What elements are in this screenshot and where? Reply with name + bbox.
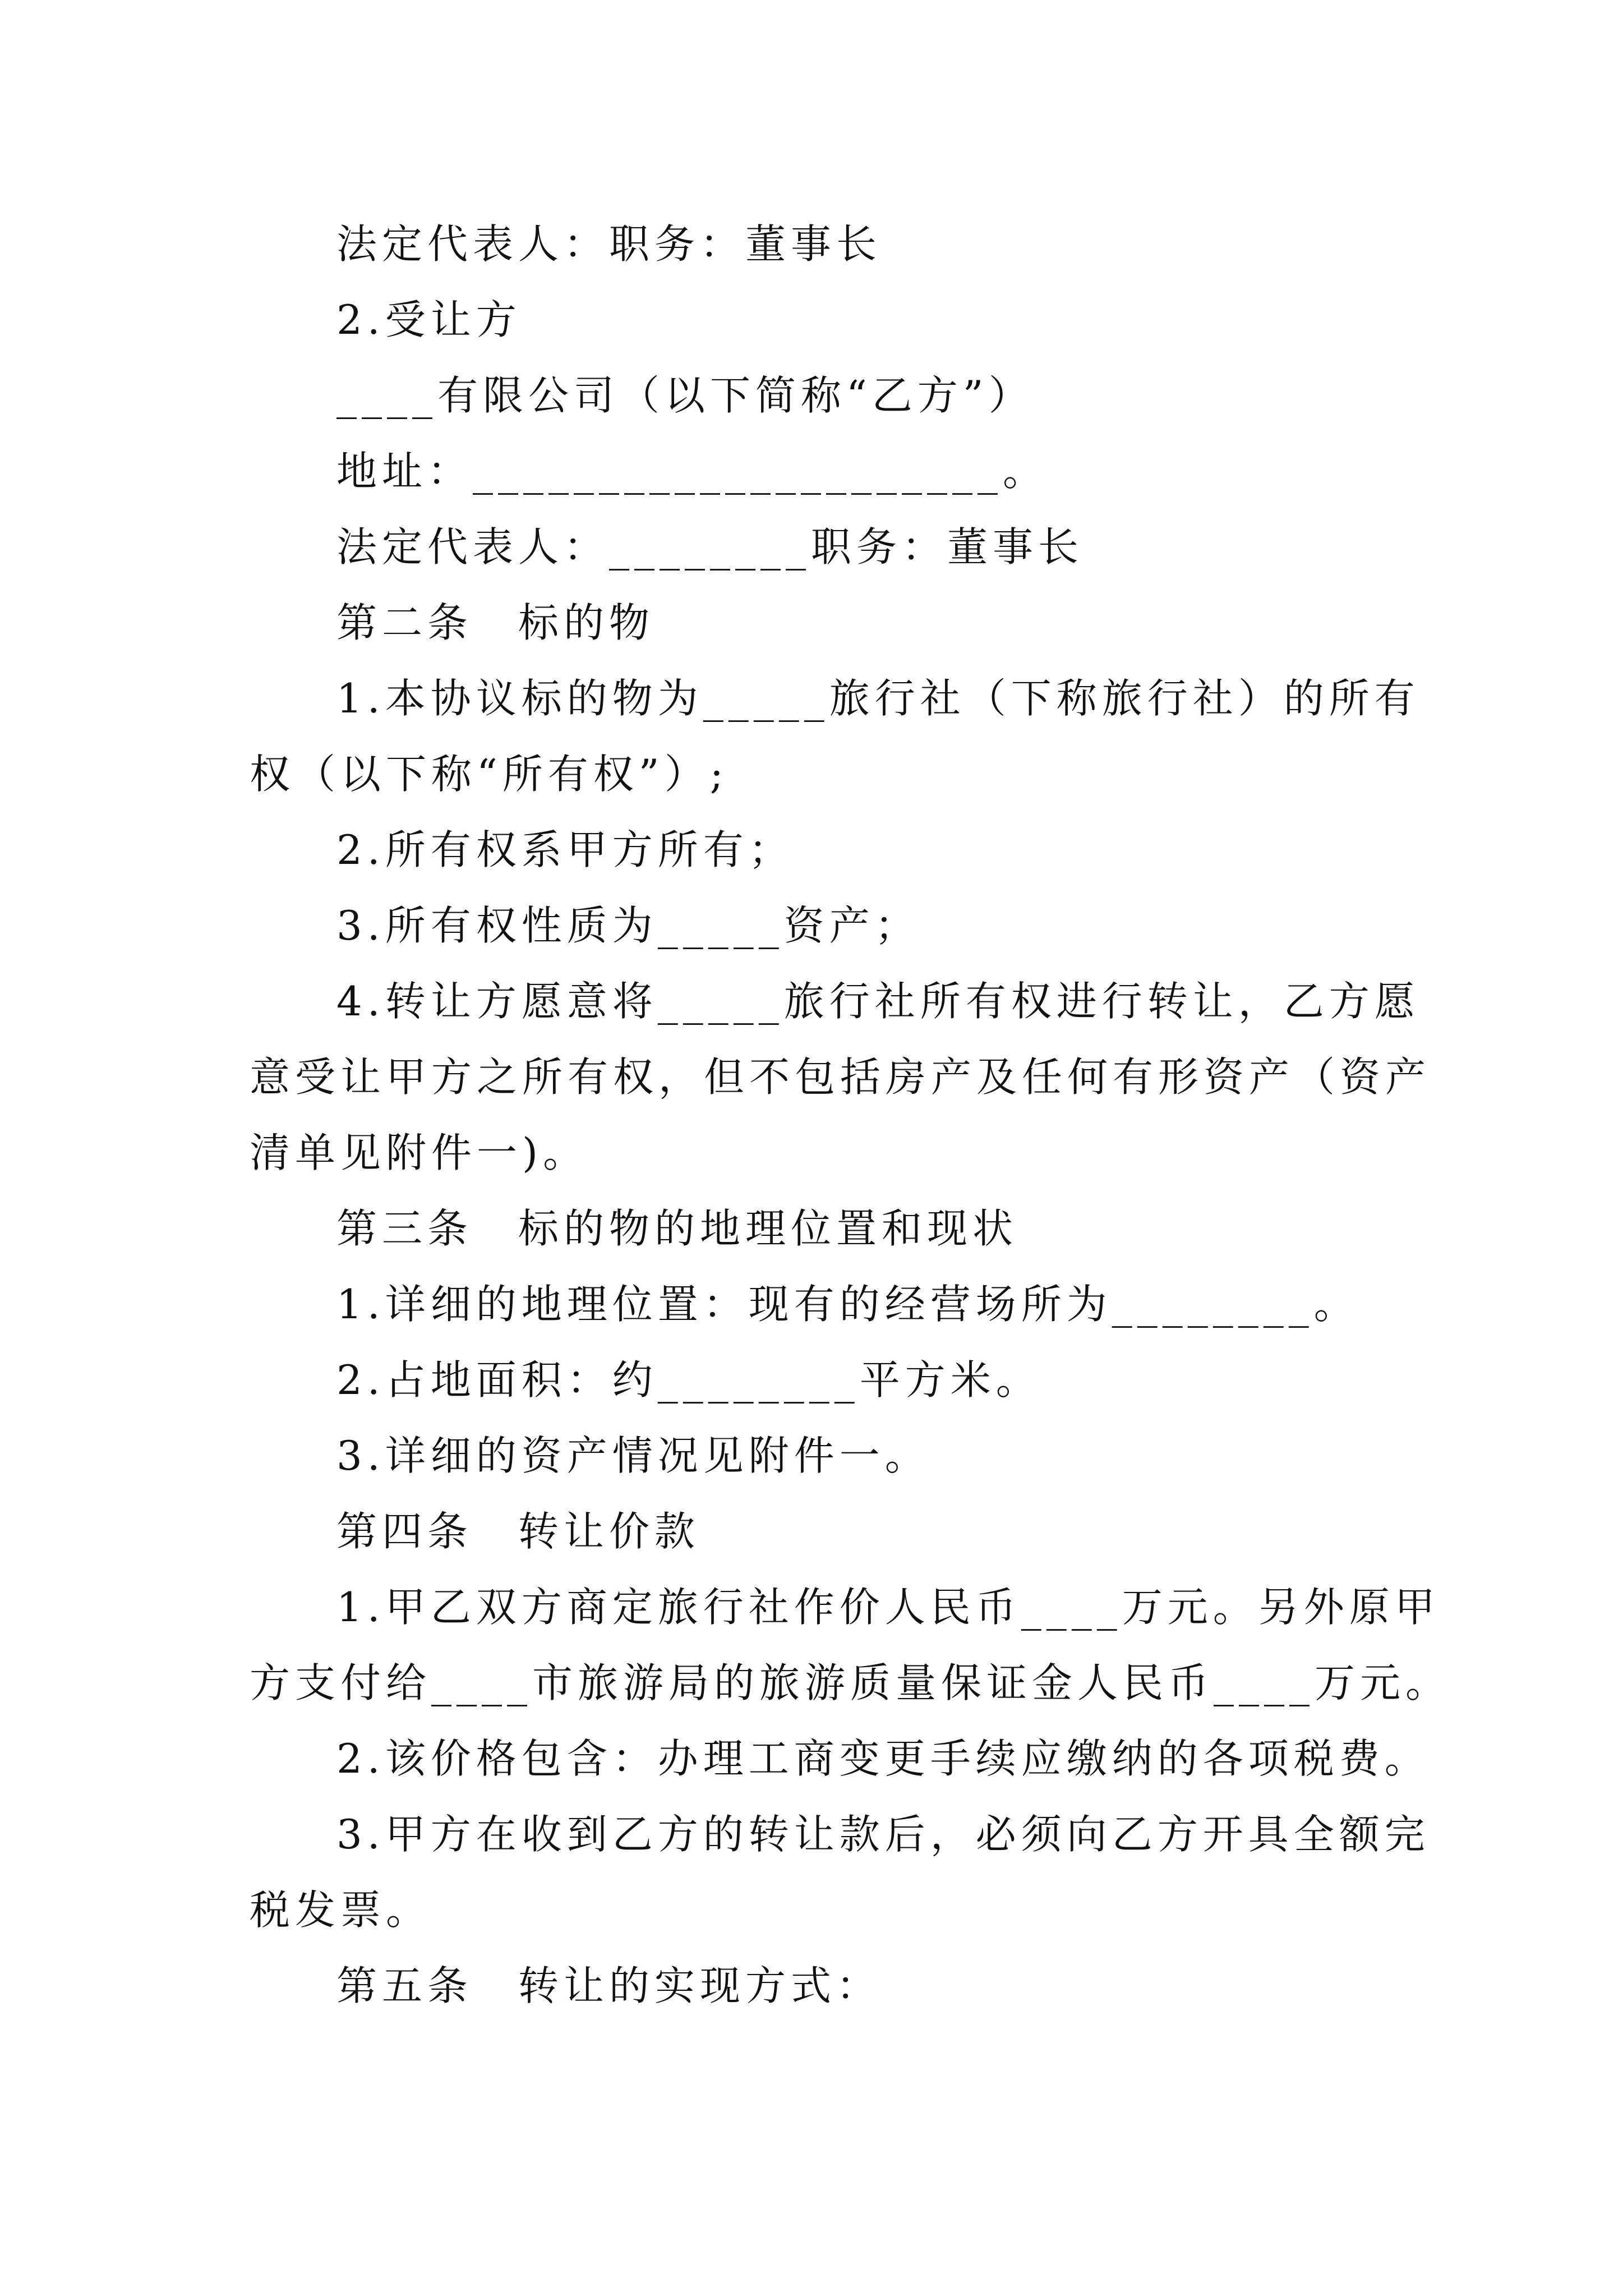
paragraph-line: 清单见附件一)。 bbox=[250, 1129, 589, 1176]
representative-line: 法定代表人：职务：董事长 bbox=[336, 220, 882, 268]
transferee-heading: 2.受让方 bbox=[336, 296, 522, 343]
paragraph-line: 4.转让方愿意将_____旅行社所有权进行转让，乙方愿 bbox=[336, 978, 1420, 1025]
article-2-heading: 第二条 标的物 bbox=[336, 599, 655, 646]
paragraph-line: 1.甲乙双方商定旅行社作价人民币____万元。另外原甲 bbox=[336, 1584, 1440, 1631]
paragraph-line: 税发票。 bbox=[250, 1887, 432, 1934]
paragraph-line: 1.本协议标的物为_____旅行社（下称旅行社）的所有 bbox=[336, 675, 1420, 722]
paragraph-line: 2.所有权系甲方所有； bbox=[336, 826, 794, 873]
paragraph-line: 意受让甲方之所有权，但不包括房产及任何有形资产（资产 bbox=[250, 1053, 1431, 1101]
paragraph-line: 权（以下称“所有权”）; bbox=[250, 751, 728, 798]
paragraph-line: 3.详细的资产情况见附件一。 bbox=[336, 1432, 930, 1479]
article-3-heading: 第三条 标的物的地理位置和现状 bbox=[336, 1205, 1018, 1252]
transferee-company-line: ____有限公司（以下简称“乙方”） bbox=[336, 372, 1034, 419]
transferee-representative-line: 法定代表人：________职务：董事长 bbox=[336, 523, 1084, 570]
address-line: 地址：_____________________。 bbox=[336, 448, 1049, 495]
paragraph-line: 方支付给____市旅游局的旅游质量保证金人民币____万元。 bbox=[250, 1659, 1451, 1706]
paragraph-line: 2.占地面积：约________平方米。 bbox=[336, 1356, 1041, 1404]
paragraph-line: 2.该价格包含：办理工商变更手续应缴纳的各项税费。 bbox=[336, 1735, 1430, 1782]
paragraph-line: 3.所有权性质为_____资产； bbox=[336, 902, 920, 949]
paragraph-line: 3.甲方在收到乙方的转让款后，必须向乙方开具全额完 bbox=[336, 1811, 1430, 1858]
article-4-heading: 第四条 转让价款 bbox=[336, 1508, 700, 1555]
article-5-heading: 第五条 转让的实现方式： bbox=[336, 1962, 882, 2009]
paragraph-line: 1.详细的地理位置：现有的经营场所为________。 bbox=[336, 1281, 1359, 1328]
